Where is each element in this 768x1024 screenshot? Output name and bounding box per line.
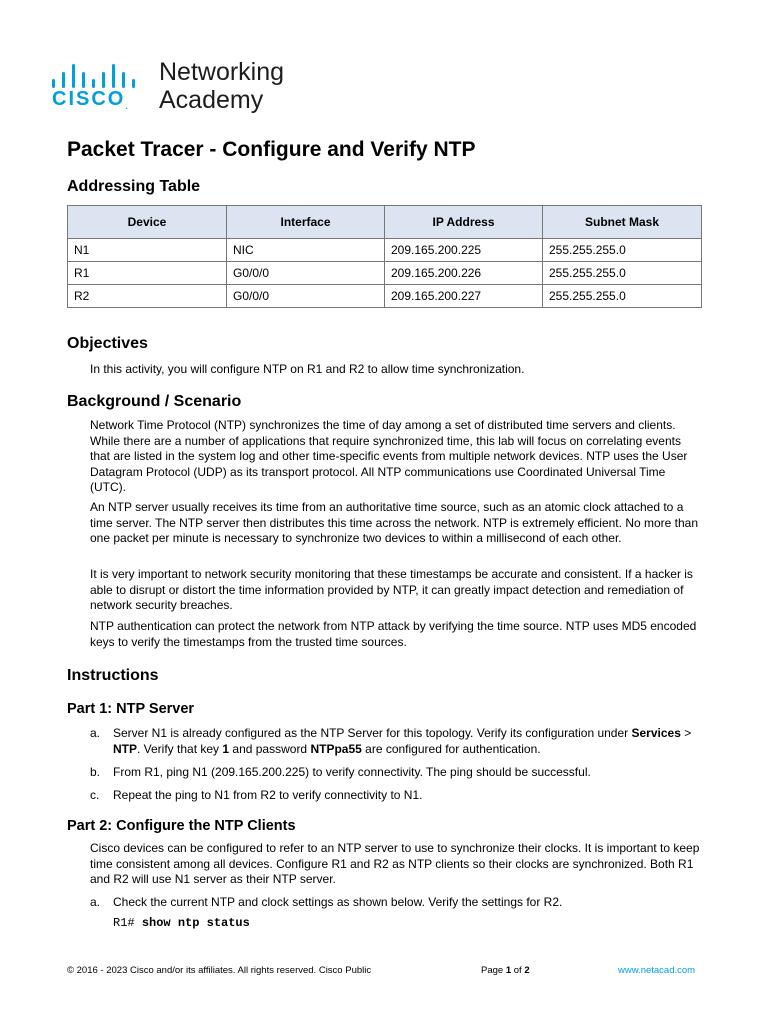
background-paragraph-1: Network Time Protocol (NTP) synchronizes the time of day among a set of distributed time servers and clients. While there are a number of applications that require synchronized time, this lab will focus on correlating events that are listed in the system log and other time-specific events from multiple network devices. NTP uses the User Datagram Protocol (UDP) as its transport protocol. All NTP communications use Coordinated Universal Time (UTC). [90, 418, 688, 494]
logo-line-networking: Networking [159, 58, 285, 86]
cell-ip: 209.165.200.226 [385, 262, 543, 285]
cisco-wordmark: CISCO. [52, 88, 130, 111]
cisco-networking-academy-logo [52, 58, 312, 118]
list-marker: c. [90, 788, 100, 802]
background-paragraph-3: It is very important to network security monitoring that these timestamps be accurate and consistent. If a hacker is able to disrupt or distort the time information provided by NTP, it can greatly impact detection and remediation of network security breaches. [90, 567, 693, 612]
list-marker: a. [90, 726, 101, 740]
objectives-heading: Objectives [67, 335, 148, 352]
list-item-text: Check the current NTP and clock settings as shown below. Verify the settings for R2. [113, 895, 563, 909]
part1-heading: Part 1: NTP Server [67, 701, 195, 717]
cell-mask: 255.255.255.0 [543, 239, 702, 262]
list-item [90, 725, 702, 757]
part2-heading: Part 2: Configure the NTP Clients [67, 818, 296, 834]
header-subnet-mask: Subnet Mask [543, 206, 702, 239]
header-interface: Interface [227, 206, 385, 239]
background-paragraph-2: An NTP server usually receives its time from an authoritative time source, such as an atomic clock attached to a time server. The NTP server then distributes this time across the network. NTP is extremely efficient. No more than one packet per minute is necessary to synchronize two devices to within a millisecond of each other. [90, 500, 699, 545]
cisco-bars-icon [52, 62, 150, 88]
cell-device: N1 [68, 239, 227, 262]
cell-interface: G0/0/0 [227, 262, 385, 285]
list-item-text: Repeat the ping to N1 from R2 to verify connectivity to N1. [113, 788, 423, 802]
logo-line-academy: Academy [159, 86, 264, 114]
code-command: R1# show ntp status [113, 916, 250, 930]
cell-interface: G0/0/0 [227, 285, 385, 308]
list-item [90, 764, 702, 780]
footer-copyright: © 2016 - 2023 Cisco and/or its affiliates. All rights reserved. Cisco Public [67, 965, 372, 976]
part2-paragraph: Cisco devices can be configured to refer to an NTP server to use to synchronize their clocks. It is important to keep time consistent among all devices. Configure R1 and R2 as NTP clients so their clocks are synchronized. Both R1 and R2 will use N1 server as their NTP server. [90, 841, 700, 886]
table-row [68, 285, 702, 308]
cell-device: R2 [68, 285, 227, 308]
background-heading: Background / Scenario [67, 393, 242, 410]
list-marker: b. [90, 765, 101, 779]
cell-mask: 255.255.255.0 [543, 262, 702, 285]
background-paragraph-4: NTP authentication can protect the network from NTP attack by verifying the time source. NTP uses MD5 encoded keys to verify the timestamps from the trusted time sources. [90, 619, 697, 649]
cell-mask: 255.255.255.0 [543, 285, 702, 308]
header-ip-address: IP Address [385, 206, 543, 239]
cell-ip: 209.165.200.225 [385, 239, 543, 262]
cell-device: R1 [68, 262, 227, 285]
logo-title [159, 58, 284, 114]
list-marker: a. [90, 895, 101, 909]
list-item-text: From R1, ping N1 (209.165.200.225) to verify connectivity. The ping should be successful. [113, 765, 591, 779]
header-device: Device [68, 206, 227, 239]
list-item [90, 787, 702, 803]
addressing-table [67, 205, 702, 308]
table-row [68, 239, 702, 262]
instructions-heading: Instructions [67, 667, 159, 684]
footer-page-number: Page 1 of 2 [481, 965, 530, 976]
table-header-row [68, 206, 702, 239]
list-item-text: Server N1 is already configured as the NTP Server for this topology. Verify its configuration under Services > NTP. Verify that key 1 and password NTPpa55 are configured for authentication. [113, 726, 692, 756]
footer-netacad-link[interactable]: www.netacad.com [618, 965, 696, 976]
cell-interface: NIC [227, 239, 385, 262]
addressing-table-heading: Addressing Table [67, 178, 201, 195]
table-row [68, 262, 702, 285]
objectives-text: In this activity, you will configure NTP on R1 and R2 to allow time synchronization. [90, 362, 525, 376]
cell-ip: 209.165.200.227 [385, 285, 543, 308]
page-title: Packet Tracer - Configure and Verify NTP [67, 138, 476, 161]
list-item [90, 894, 702, 910]
